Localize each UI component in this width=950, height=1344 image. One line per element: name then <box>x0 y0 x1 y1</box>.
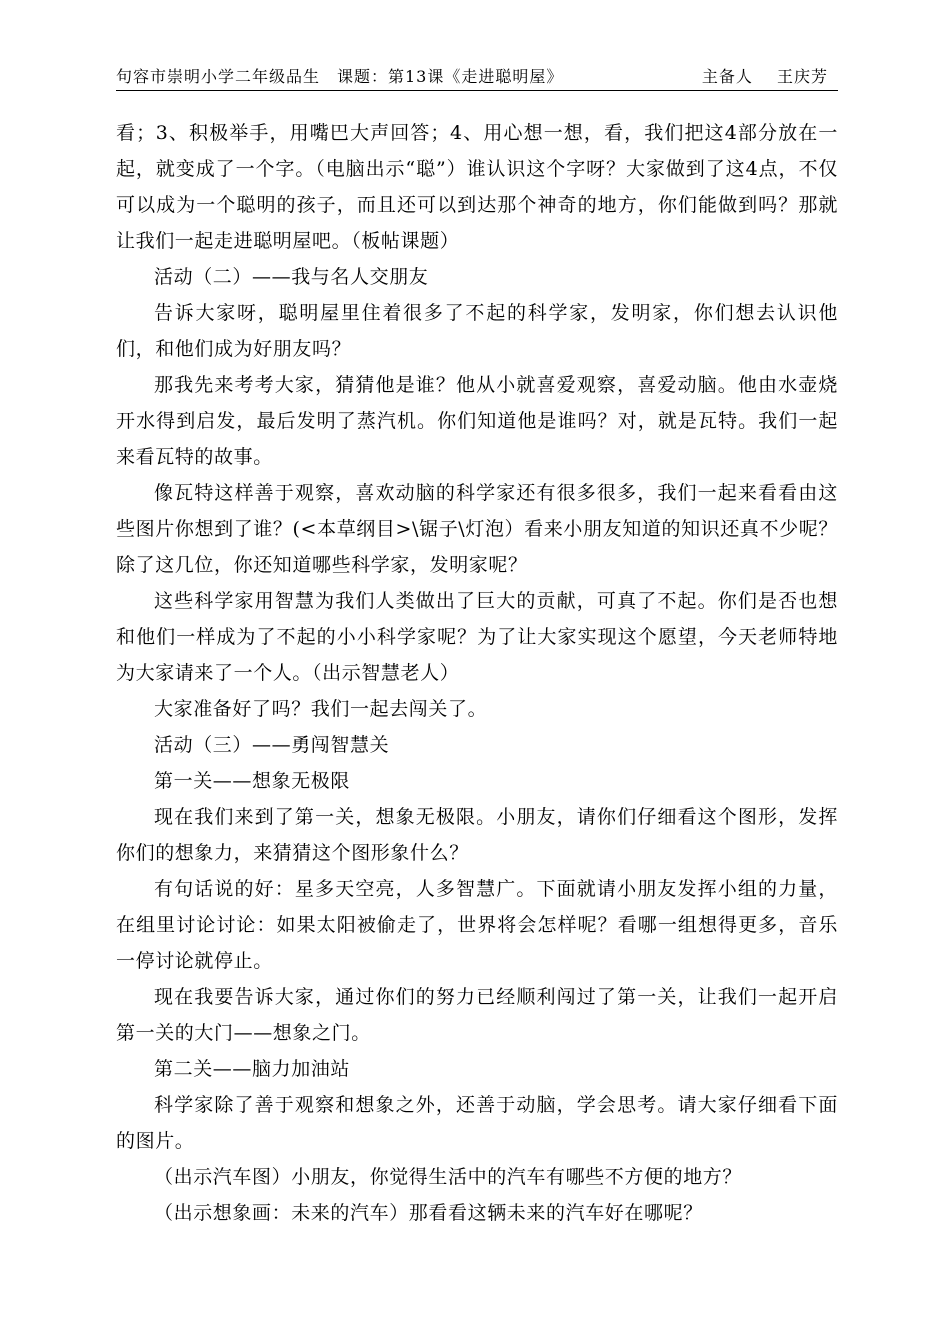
paragraph: 现在我要告诉大家，通过你们的努力已经顺利闯过了第一关，让我们一起开启第一关的大门——想象之门。 <box>116 986 838 1044</box>
subsection-heading-level-1: 第一关——想象无极限 <box>154 770 351 792</box>
paragraph: 大家准备好了吗？我们一起去闯关了。 <box>154 698 488 720</box>
paragraph: 有句话说的好：星多天空亮，人多智慧广。下面就请小朋友发挥小组的力量，在组里讨论讨论：如果太阳被偷走了，世界将会怎样呢？看哪一组想得更多，音乐一停讨论就停止。 <box>116 878 838 972</box>
paragraph: 告诉大家呀，聪明屋里住着很多了不起的科学家，发明家，你们想去认识他们，和他们成为好朋友吗？ <box>116 302 838 360</box>
section-heading-activity-3: 活动（三）——勇闯智慧关 <box>154 734 390 756</box>
paragraph: 那我先来考考大家，猜猜他是谁？他从小就喜爱观察，喜爱动脑。他由水壶烧开水得到启发，最后发明了蒸汽机。你们知道他是谁吗？对，就是瓦特。我们一起来看瓦特的故事。 <box>116 374 838 468</box>
section-heading-activity-2: 活动（二）——我与名人交朋友 <box>154 266 429 288</box>
paragraph: 这些科学家用智慧为我们人类做出了巨大的贡献，可真了不起。你们是否也想和他们一样成为了不起的小小科学家呢？为了让大家实现这个愿望，今天老师特地为大家请来了一个人。（出示智慧老人） <box>116 590 838 684</box>
paragraph: 现在我们来到了第一关，想象无极限。小朋友，请你们仔细看这个图形，发挥你们的想象力，来猜猜这个图形象什么？ <box>116 806 838 864</box>
document-body <box>116 115 838 1231</box>
subsection-heading-level-2: 第二关——脑力加油站 <box>154 1058 351 1080</box>
paragraph: （出示想象画：未来的汽车）那看看这辆未来的汽车好在哪呢？ <box>154 1202 703 1224</box>
header-author-name: 王庆芳 <box>776 67 828 86</box>
page-header <box>116 60 838 91</box>
paragraph: 像瓦特这样善于观察，喜欢动脑的科学家还有很多很多，我们一起来看看由这些图片你想到了谁？(<本草纲目>\锯子\灯泡）看来小朋友知道的知识还真不少呢？除了这几位，你还知道哪些科学家，发明家呢？ <box>116 482 838 576</box>
paragraph: 科学家除了善于观察和想象之外，还善于动脑，学会思考。请大家仔细看下面的图片。 <box>116 1094 838 1152</box>
header-course-title: 句容市崇明小学二年级品生 课题：第13课《走进聪明屋》 <box>116 67 564 86</box>
header-author <box>702 64 828 87</box>
header-author-label: 主备人 <box>701 67 753 86</box>
paragraph: 看；3、积极举手，用嘴巴大声回答；4、用心想一想，看，我们把这4部分放在一起，就变成了一个字。（电脑出示“聪”）谁认识这个字呀？大家做到了这4点，不仅可以成为一个聪明的孩子，而且还可以到达那个神奇的地方，你们能做到吗？那就让我们一起走进聪明屋吧。（板帖课题） <box>116 122 838 252</box>
paragraph: （出示汽车图）小朋友，你觉得生活中的汽车有哪些不方便的地方？ <box>154 1166 743 1188</box>
